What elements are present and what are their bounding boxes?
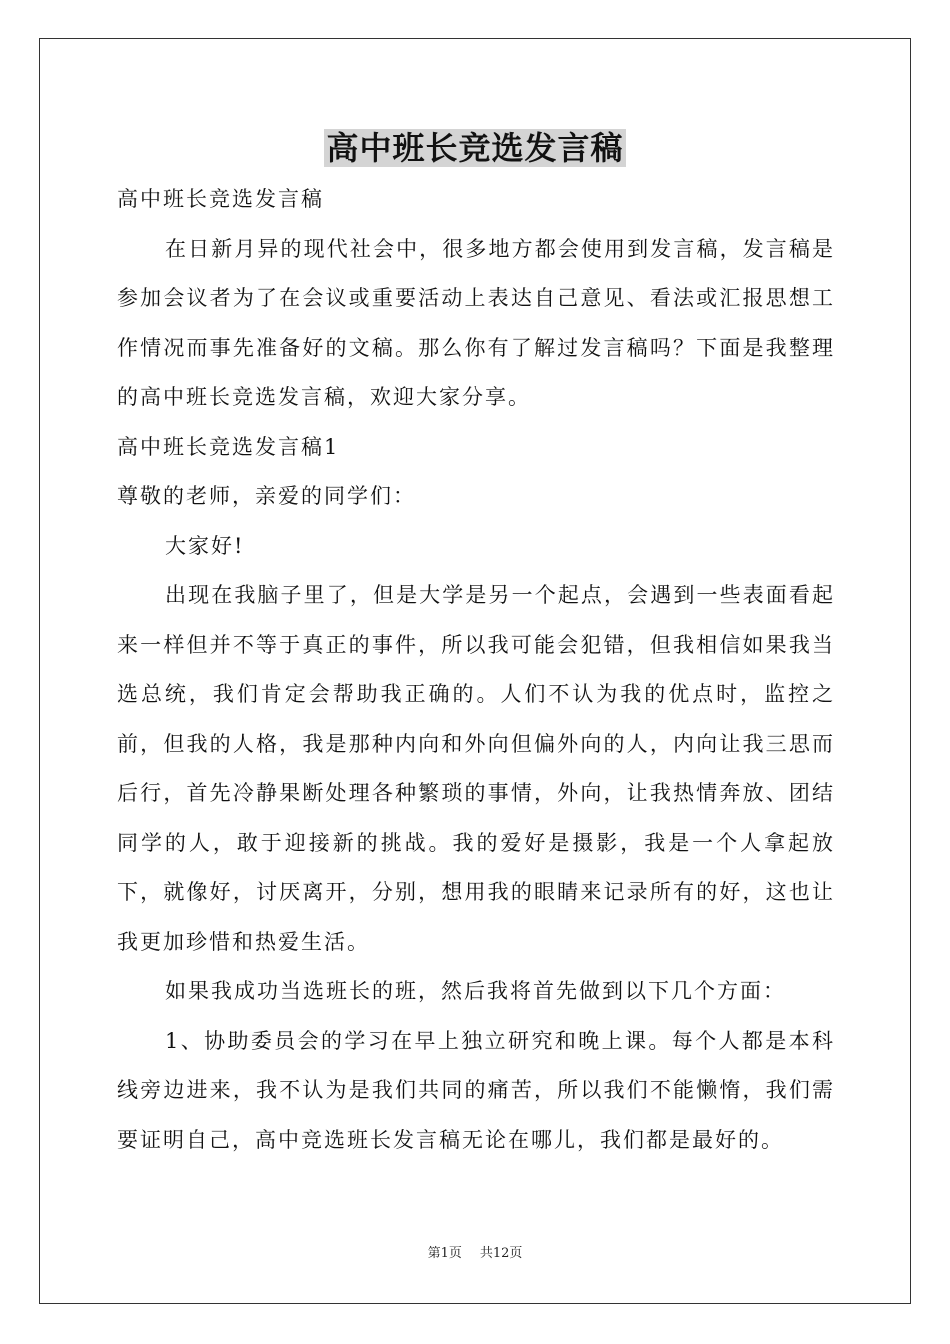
paragraph-intro: 在日新月异的现代社会中，很多地方都会使用到发言稿，发言稿是参加会议者为了在会议或重要活动上表达自己意见、看法或汇报思想工作情况而事先准备好的文稿。那么你有了解过发言稿吗？下面是我整理的高中班长竞选发言稿，欢迎大家分享。 <box>117 236 835 409</box>
paragraph-body: 出现在我脑子里了，但是大学是另一个起点，会遇到一些表面看起来一样但并不等于真正的事件，所以我可能会犯错，但我相信如果我当选总统，我们肯定会帮助我正确的。人们不认为我的优点时，监控之前，但我的人格，我是那种内向和外向但偏外向的人，内向让我三思而后行，首先冷静果断处理各种繁琐的事情，外向，让我热情奔放、团结同学的人，敢于迎接新的挑战。我的爱好是摄影，我是一个人拿起放下，就像好，讨厌离开，分别，想用我的眼睛来记录所有的好，这也让我更加珍惜和热爱生活。 <box>117 583 835 954</box>
paragraph-greeting: 大家好! <box>165 533 245 558</box>
current-page-number: 第1页 <box>427 1246 462 1261</box>
paragraph-plan-item-1: 1、协助委员会的学习在早上独立研究和晚上课。每个人都是本科线旁边进来，我不认为是我们共同的痛苦，所以我们不能懒惰，我们需要证明自己，高中竞选班长发言稿无论在哪儿，我们都是最好的。 <box>117 1028 835 1152</box>
document-body <box>117 175 835 1165</box>
paragraph-section-heading: 高中班长竞选发言稿1 <box>117 434 340 459</box>
document-title-text: 高中班长竞选发言稿 <box>326 129 624 167</box>
document-title <box>0 126 950 170</box>
paragraph-plan-intro: 如果我成功当选班长的班，然后我将首先做到以下几个方面： <box>165 979 786 1003</box>
page-footer <box>0 1245 950 1263</box>
paragraph-subtitle: 高中班长竞选发言稿 <box>117 187 324 211</box>
paragraph-salutation: 尊敬的老师，亲爱的同学们： <box>117 484 416 508</box>
total-pages: 共12页 <box>479 1246 523 1261</box>
